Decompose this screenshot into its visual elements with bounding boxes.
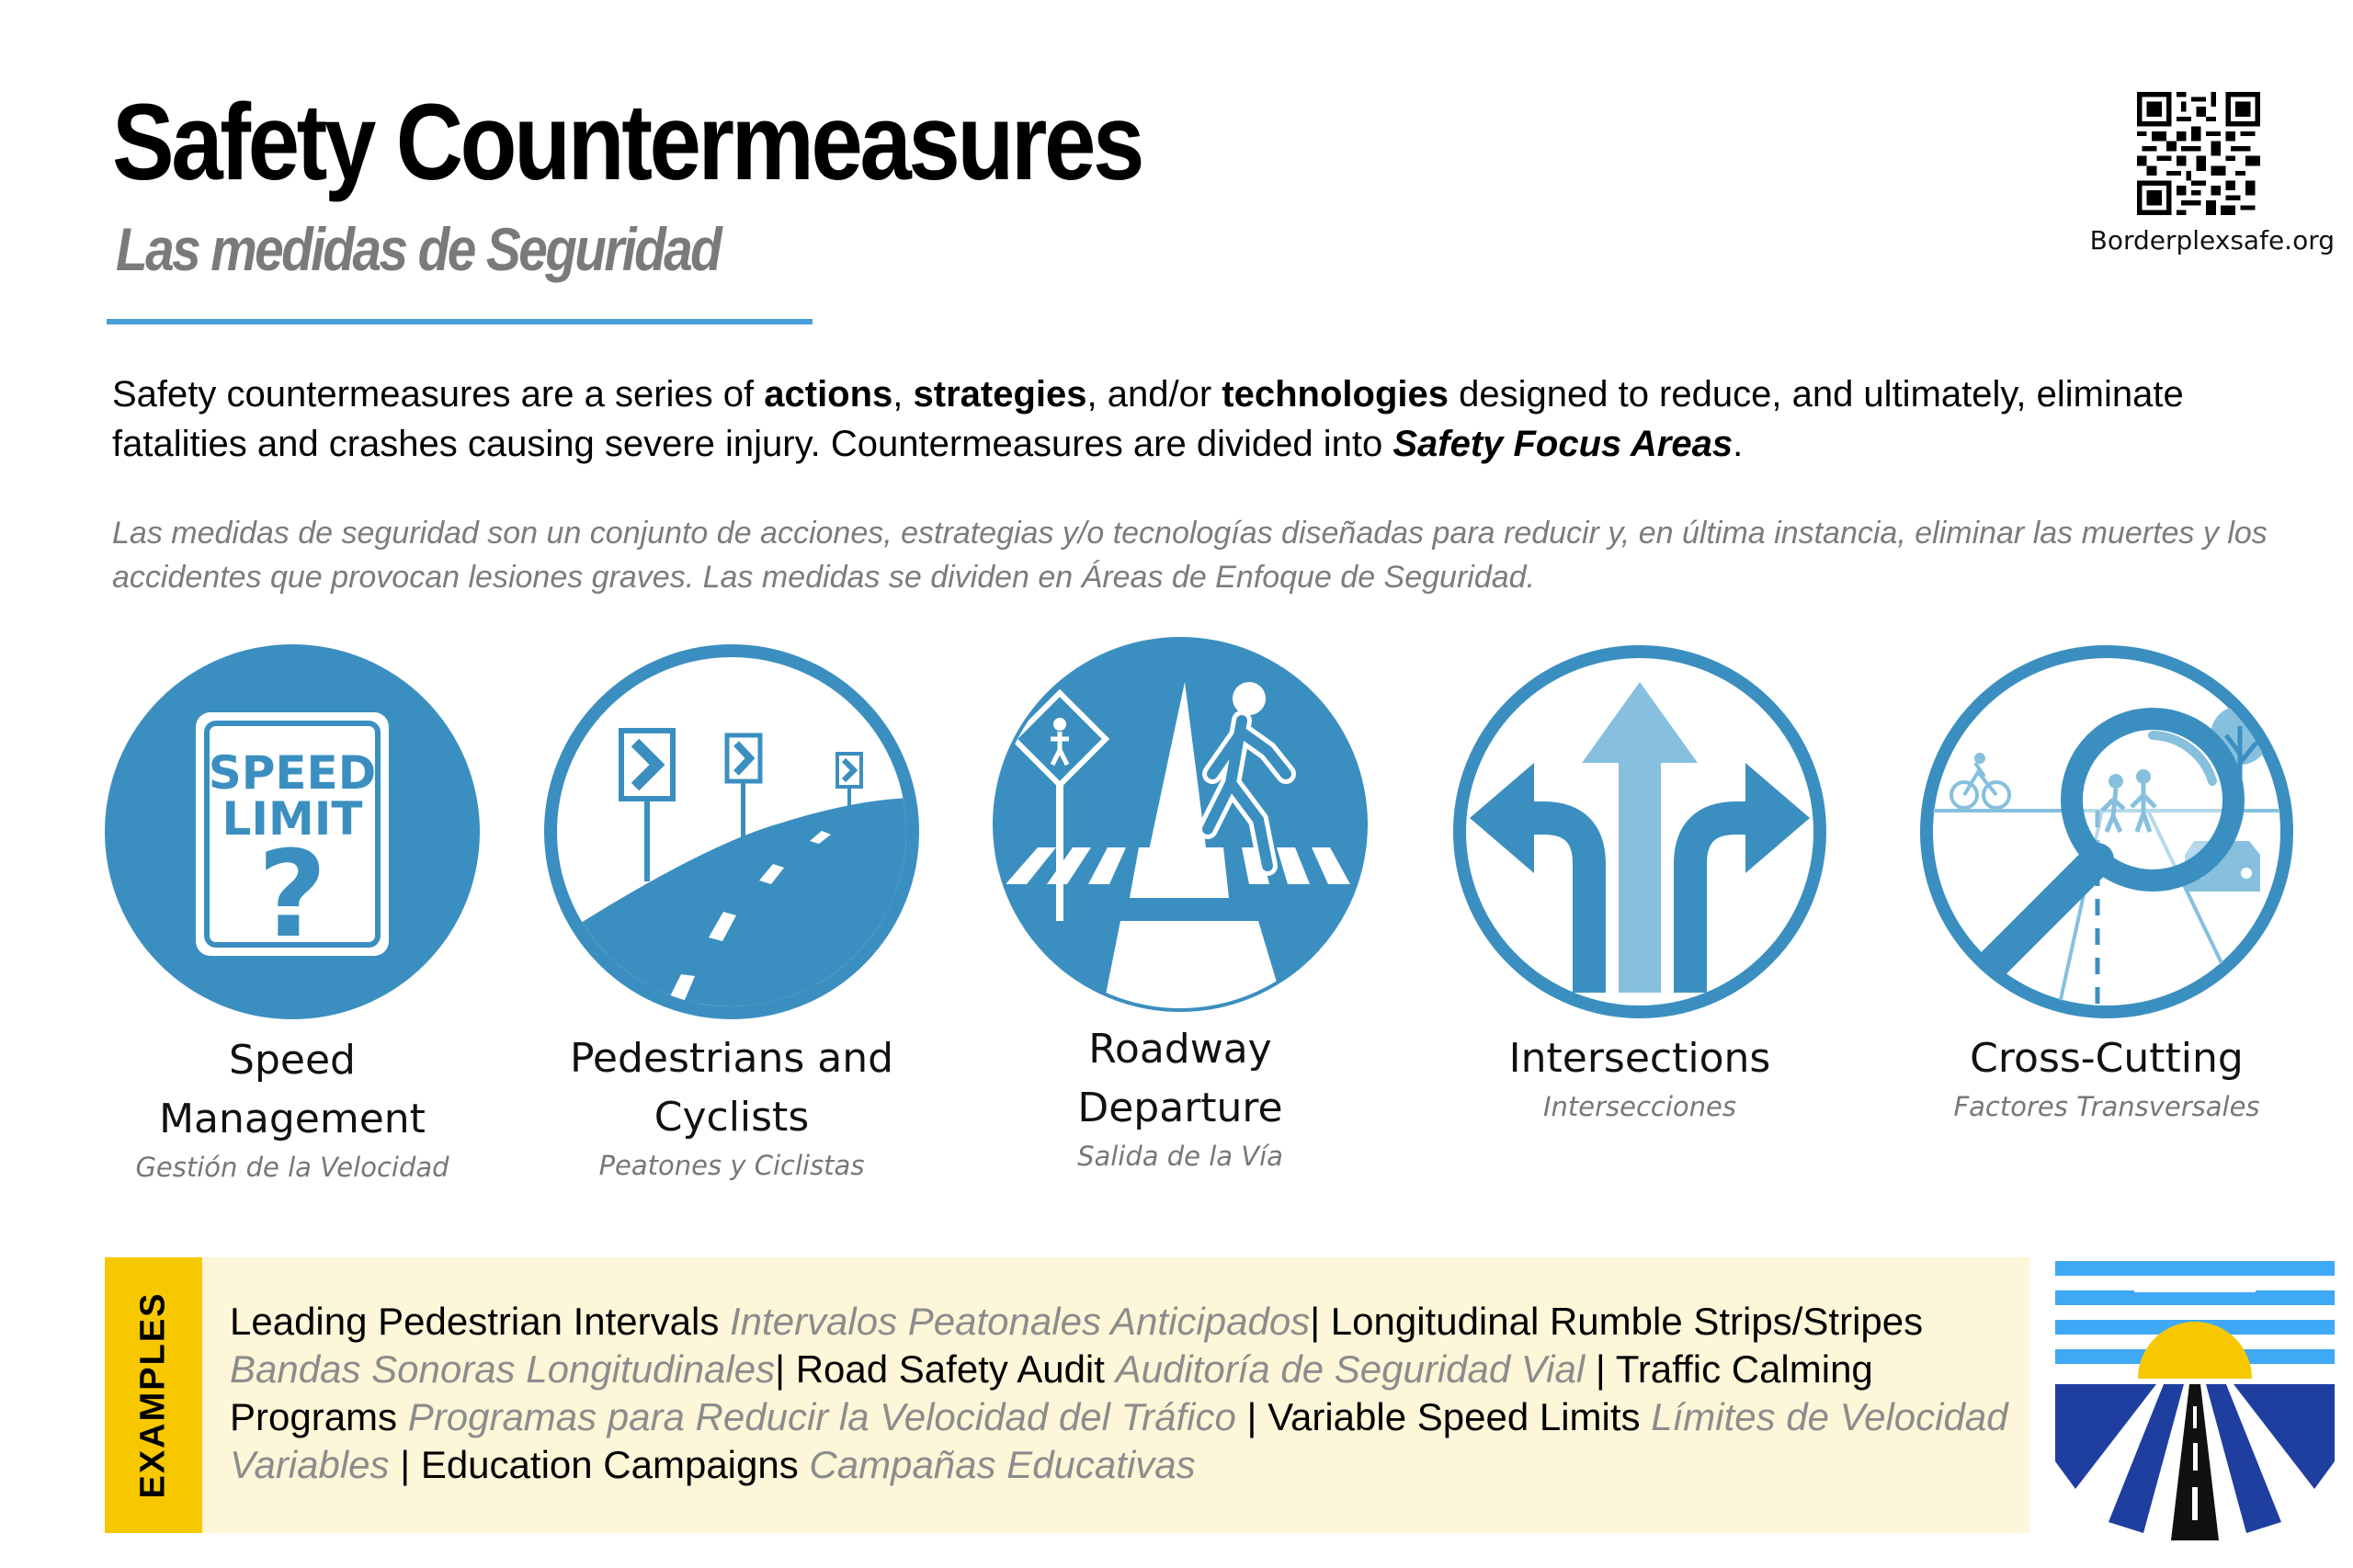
examples-label: EXAMPLES xyxy=(133,1291,173,1499)
example-en: Variable Speed Limits xyxy=(1267,1395,1641,1438)
focus-area-label: Pedestrians and Cyclists xyxy=(569,1035,894,1141)
page-subtitle: Las medidas de Seguridad xyxy=(116,215,721,283)
svg-text:?: ? xyxy=(257,824,327,964)
examples-list: Leading Pedestrian Intervals Intervalos Peatonales Anticipados| Longitudinal Rumble Strips/Stripes Bandas Sonoras Longitudinales| Road Safety Audit Auditoría de Seguridad Vial | Traffic Calming Programs Programas para Reducir la Velocidad del Tráfico | Variable Speed Limits Límites de Velocidad Variables | Education Campaigns Campañas Educativas xyxy=(230,1300,2008,1486)
magnifying-glass-street-icon xyxy=(1918,643,2295,1020)
focus-area-pedestrians-cyclists[interactable] xyxy=(511,643,952,1184)
speed-limit-sign-icon xyxy=(104,643,481,1020)
focus-area-spanish: Factores Transversales xyxy=(1953,1091,2260,1122)
example-es: Límites de Velocidad Variables xyxy=(230,1395,2008,1486)
website-link[interactable]: Borderplexsafe.org xyxy=(2089,225,2335,256)
qr-code-icon[interactable] xyxy=(2137,92,2260,215)
example-en: Road Safety Audit xyxy=(795,1347,1105,1391)
example-en: Longitudinal Rumble Strips/Stripes xyxy=(1330,1300,1924,1343)
example-es: Intervalos Peatonales Anticipados xyxy=(730,1300,1311,1343)
focus-area-roadway-departure[interactable] xyxy=(960,643,1401,1175)
focus-area-cross-cutting[interactable] xyxy=(1886,643,2327,1125)
turn-arrows-icon xyxy=(1451,643,1828,1020)
example-es: Campañas Educativas xyxy=(809,1443,1196,1486)
crosswalk-pedestrian-icon xyxy=(992,636,1369,1013)
example-es: Auditoría de Seguridad Vial xyxy=(1115,1347,1586,1391)
borderplex-safe-logo xyxy=(2055,1259,2335,1540)
title-underline xyxy=(107,319,813,324)
focus-area-speed-management[interactable] xyxy=(72,643,513,1186)
example-en: Traffic Calming Programs xyxy=(230,1347,1873,1438)
focus-area-spanish: Gestión de la Velocidad xyxy=(135,1152,449,1183)
example-en: Leading Pedestrian Intervals xyxy=(230,1300,720,1343)
example-es: Programas para Reducir la Velocidad del Tráfico xyxy=(407,1395,1236,1438)
focus-area-spanish: Salida de la Vía xyxy=(1077,1141,1283,1172)
intro-spanish: Las medidas de seguridad son un conjunto de acciones, estrategias y/o tecnologías diseñadas para reducir y, en última instancia, eliminar las muertes y los accidentes que provocan lesiones graves. Las medidas se dividen en Áreas de Enfoque de Seguridad. xyxy=(112,516,2268,595)
intro-english: Safety countermeasures are a series of actions, strategies, and/or technologies designed to reduce, and ultimately, eliminate fatalities and crashes causing severe injury. Countermeasures are divided into Safety Focus Areas. xyxy=(112,374,2184,464)
focus-area-label: Speed Management xyxy=(159,1037,426,1142)
focus-area-label: Cross-Cutting xyxy=(1970,1035,2244,1082)
focus-area-label: Roadway Departure xyxy=(1077,1026,1283,1131)
focus-area-label: Intersections xyxy=(1508,1035,1771,1082)
focus-area-spanish: Intersecciones xyxy=(1542,1091,1737,1122)
focus-area-intersections[interactable] xyxy=(1419,643,1860,1125)
example-en: Education Campaigns xyxy=(420,1443,799,1486)
page-title: Safety Countermeasures xyxy=(112,82,1142,203)
example-es: Bandas Sonoras Longitudinales xyxy=(230,1347,776,1391)
svg-text:LIMIT: LIMIT xyxy=(222,792,363,846)
svg-text:SPEED: SPEED xyxy=(208,746,377,800)
examples-tab xyxy=(105,1257,202,1533)
focus-area-spanish: Peatones y Ciclistas xyxy=(598,1150,865,1181)
curved-road-chevrons-icon xyxy=(543,643,920,1020)
